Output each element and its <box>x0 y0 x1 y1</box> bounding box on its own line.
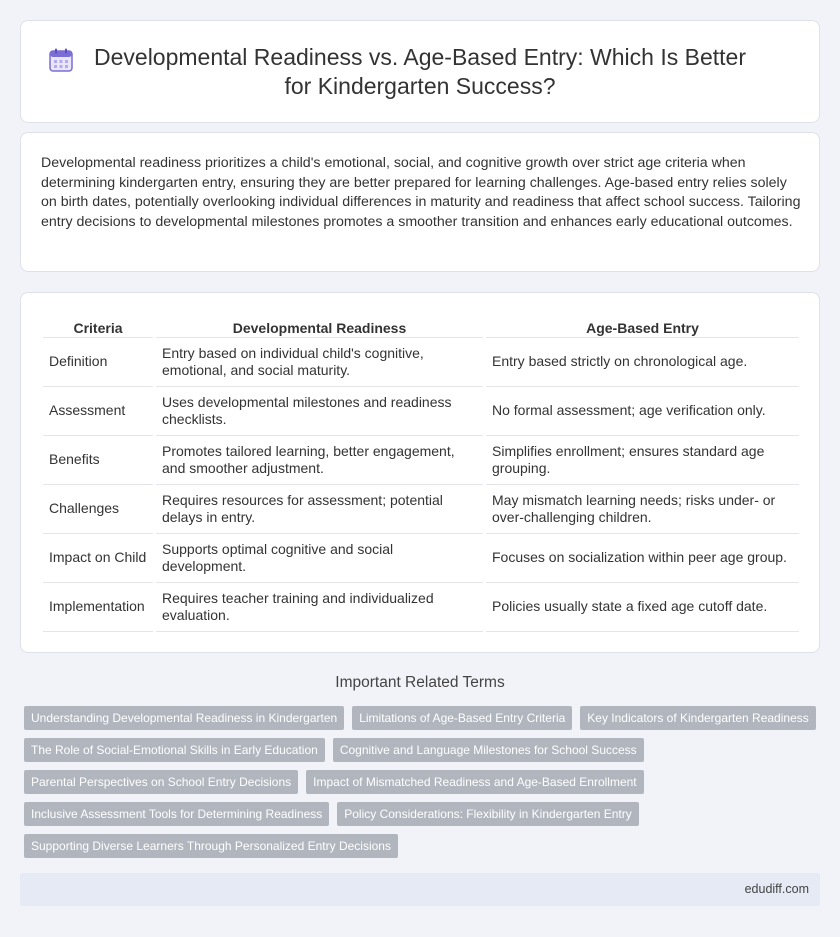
table-row <box>43 583 799 632</box>
footer <box>20 873 820 906</box>
page-title: Developmental Readiness vs. Age-Based Entry: Which Is Better for Kindergarten Success? <box>94 43 746 99</box>
row-criteria: Implementation <box>43 583 153 632</box>
related-term-tag[interactable]: Key Indicators of Kindergarten Readiness <box>580 706 815 730</box>
intro-card <box>20 132 820 272</box>
row-criteria: Assessment <box>43 387 153 436</box>
title-card <box>20 20 820 123</box>
related-term-tag[interactable]: Parental Perspectives on School Entry Decisions <box>24 770 298 794</box>
table-row <box>43 534 799 583</box>
row-age-based-entry: May mismatch learning needs; risks under- or over-challenging children. <box>486 485 799 534</box>
footer-brand[interactable]: edudiff.com <box>744 882 809 896</box>
related-term-tag[interactable]: Cognitive and Language Milestones for School Success <box>333 738 644 762</box>
related-term-tag[interactable]: Policy Considerations: Flexibility in Kindergarten Entry <box>337 802 638 826</box>
row-developmental-readiness: Requires teacher training and individualized evaluation. <box>156 583 483 632</box>
row-developmental-readiness: Promotes tailored learning, better engagement, and smoother adjustment. <box>156 436 483 485</box>
row-age-based-entry: Focuses on socialization within peer age group. <box>486 534 799 583</box>
header-criteria: Criteria <box>43 316 153 338</box>
table-row <box>43 485 799 534</box>
related-term-tag[interactable]: The Role of Social-Emotional Skills in Early Education <box>24 738 325 762</box>
row-age-based-entry: No formal assessment; age verification only. <box>486 387 799 436</box>
related-terms-list <box>24 706 820 858</box>
related-terms-heading: Important Related Terms <box>335 674 505 691</box>
table-row <box>43 436 799 485</box>
row-criteria: Benefits <box>43 436 153 485</box>
comparison-card <box>20 292 820 653</box>
row-developmental-readiness: Entry based on individual child's cognitive, emotional, and social maturity. <box>156 338 483 387</box>
table-header-row <box>43 316 799 338</box>
intro-paragraph: Developmental readiness prioritizes a child's emotional, social, and cognitive growth over strict age criteria when determining kindergarten entry, ensuring they are better prepared for learning challenges. Age-based entry relies solely on birth dates, potentially overlooking individual differences in maturity and readiness that affect school success. Tailoring entry decisions to developmental milestones promotes a smoother transition and enhances early educational outcomes. <box>41 155 801 231</box>
row-age-based-entry: Policies usually state a fixed age cutoff date. <box>486 583 799 632</box>
header-developmental-readiness: Developmental Readiness <box>156 316 483 338</box>
related-term-tag[interactable]: Understanding Developmental Readiness in Kindergarten <box>24 706 344 730</box>
related-term-tag[interactable]: Inclusive Assessment Tools for Determining Readiness <box>24 802 329 826</box>
row-criteria: Challenges <box>43 485 153 534</box>
related-term-tag[interactable]: Impact of Mismatched Readiness and Age-Based Enrollment <box>306 770 644 794</box>
row-age-based-entry: Entry based strictly on chronological age. <box>486 338 799 387</box>
row-criteria: Impact on Child <box>43 534 153 583</box>
row-developmental-readiness: Uses developmental milestones and readiness checklists. <box>156 387 483 436</box>
header-age-based-entry: Age-Based Entry <box>486 316 799 338</box>
table-row <box>43 338 799 387</box>
related-term-tag[interactable]: Limitations of Age-Based Entry Criteria <box>352 706 572 730</box>
row-developmental-readiness: Supports optimal cognitive and social development. <box>156 534 483 583</box>
row-developmental-readiness: Requires resources for assessment; potential delays in entry. <box>156 485 483 534</box>
row-criteria: Definition <box>43 338 153 387</box>
related-term-tag[interactable]: Supporting Diverse Learners Through Personalized Entry Decisions <box>24 834 398 858</box>
table-row <box>43 387 799 436</box>
comparison-table <box>43 316 799 632</box>
row-age-based-entry: Simplifies enrollment; ensures standard age grouping. <box>486 436 799 485</box>
